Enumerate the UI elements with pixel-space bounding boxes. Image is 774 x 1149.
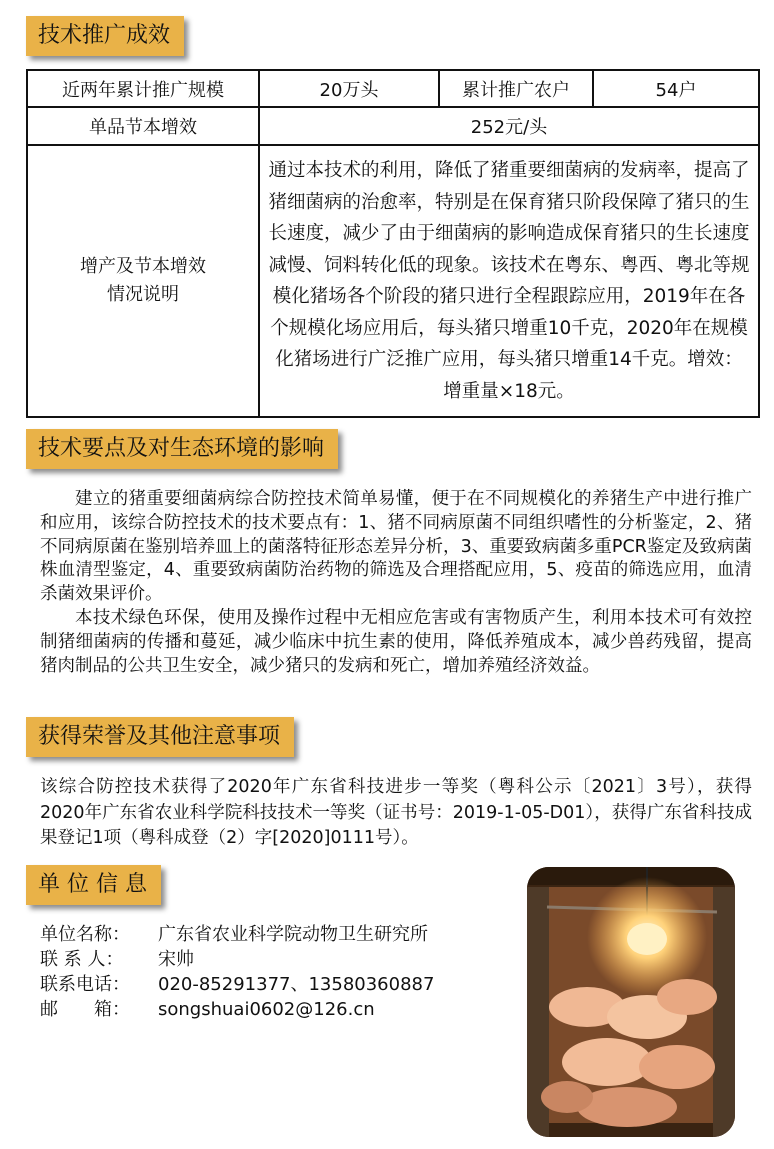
table-row — [27, 70, 759, 107]
section-header-promotion: 技术推广成效 — [26, 16, 184, 56]
farmers-label: 累计推广农户 — [439, 70, 593, 107]
keypoints-paragraph-1: 建立的猪重要细菌病综合防控技术简单易懂，便于在不同规模化的养猪生产中进行推广和应用，该综合防控技术的技术要点有：1、猪不同病原菌不同组织嗜性的分析鉴定，2、猪不同病原菌在鉴别培养皿上的菌落特征形态差异分析，3、重要致病菌多重PCR鉴定及致病菌株血清型鉴定，4、重要致病菌防治药物的筛选及合理搭配应用，5、疫苗的筛选应用，血清杀菌效果评价。 — [40, 489, 752, 605]
desc-label-line2: 情况说明 — [107, 284, 179, 305]
section-header-keypoints: 技术要点及对生态环境的影响 — [26, 429, 338, 469]
unit-name-value: 广东省农业科学院动物卫生研究所 — [158, 924, 428, 945]
desc-label — [27, 145, 259, 417]
promotion-table — [26, 69, 760, 418]
unit-email-value: songshuai0602@126.cn — [158, 999, 375, 1020]
scale-label: 近两年累计推广规模 — [27, 70, 259, 107]
desc-label-line1: 增产及节本增效 — [80, 256, 206, 277]
unit-phone-label: 联系电话： — [40, 974, 130, 995]
unit-info — [40, 922, 434, 1022]
section-header-honors: 获得荣誉及其他注意事项 — [26, 717, 294, 757]
section-header-unit: 单 位 信 息 — [26, 865, 161, 905]
saving-value: 252元/头 — [259, 107, 759, 145]
unit-contact-label: 联 系 人： — [40, 949, 124, 970]
scale-value: 20万头 — [259, 70, 439, 107]
unit-phone-row — [40, 972, 434, 997]
unit-contact-row — [40, 947, 434, 972]
unit-name-label: 单位名称： — [40, 924, 130, 945]
piglets-photo-illustration — [527, 867, 735, 1137]
unit-phone-value: 020-85291377、13580360887 — [158, 974, 435, 995]
unit-contact-value: 宋帅 — [158, 949, 194, 970]
table-row — [27, 107, 759, 145]
unit-name-row — [40, 922, 434, 947]
unit-email-label: 邮 箱： — [40, 999, 130, 1020]
table-row — [27, 145, 759, 417]
piglets-photo — [527, 867, 735, 1137]
farmers-value: 54户 — [593, 70, 759, 107]
unit-email-row — [40, 997, 434, 1022]
honors-paragraph: 该综合防控技术获得了2020年广东省科技进步一等奖（粤科公示〔2021〕3号），获得2020年广东省农业科学院科技技术一等奖（证书号：2019-1-05-D01），获得广东省科技成果登记1项（粤科成登（2）字[2020]0111号）。 — [40, 777, 752, 848]
desc-text: 通过本技术的利用，降低了猪重要细菌病的发病率，提高了猪细菌病的治愈率，特别是在保育猪只阶段保障了猪只的生长速度，减少了由于细菌病的影响造成保育猪只的生长速度减慢、饲料转化低的现象。该技术在粤东、粤西、粤北等规模化猪场各个阶段的猪只进行全程跟踪应用，2019年在各个规模化场应用后，每头猪只增重10千克，2020年在规模化猪场进行广泛推广应用，每头猪只增重14千克。增效：增重量×18元。 — [259, 145, 759, 417]
keypoints-paragraph-2: 本技术绿色环保，使用及操作过程中无相应危害或有害物质产生，利用本技术可有效控制猪细菌病的传播和蔓延，减少临床中抗生素的使用，降低养殖成本，减少兽药残留，提高猪肉制品的公共卫生安全，减少猪只的发病和死亡，增加养殖经济效益。 — [40, 608, 752, 676]
saving-label: 单品节本增效 — [27, 107, 259, 145]
